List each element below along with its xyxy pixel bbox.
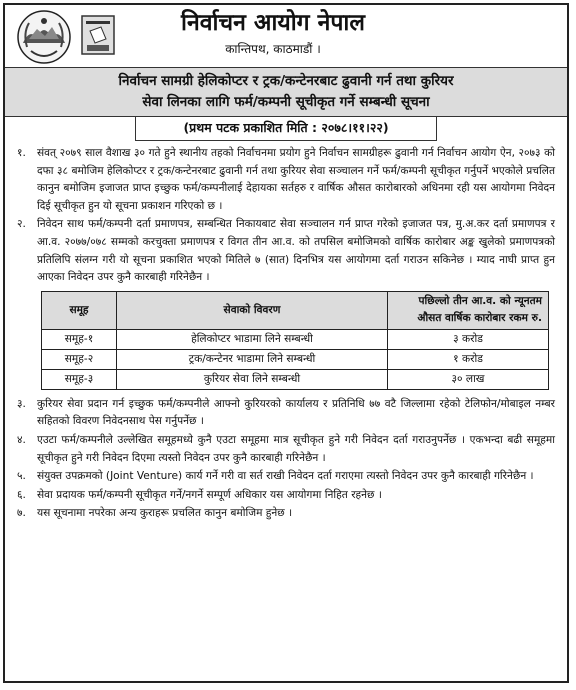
table-row <box>42 349 549 369</box>
paragraph-text: कुरियर सेवा प्रदान गर्न इच्छुक फर्म/कम्पनीले आफ्नो कुरियरको कार्यालय र प्रतिनिधि ७७ वटै जिल्लामा रहेको टेलिफोन/मोबाइल नम्बर सहितको विवरण निवेदनसाथ पेस गर्नुपर्नेछ । <box>37 397 555 428</box>
service-cell: हेलिकोप्टर भाडामा लिने सम्बन्धी <box>117 329 388 349</box>
paragraph-text: सेवा प्रदायक फर्म/कम्पनी सूचीकृत गर्ने/नगर्ने सम्पूर्ण अधिकार यस आयोगमा निहित रहनेछ । <box>37 488 382 501</box>
paragraph <box>17 396 555 431</box>
nepal-emblem-icon <box>15 9 73 65</box>
amount-cell: ३ करोड <box>388 329 549 349</box>
paragraph-text: यस सूचनामा नपरेका अन्य कुराहरू प्रचलित कानुन बमोजिम हुनेछ । <box>37 507 293 520</box>
publication-date: (प्रथम पटक प्रकाशित मिति : २०७८।११।२२) <box>135 117 437 141</box>
header-amount-line2: औसत वार्षिक कारोबार रकम रु. <box>417 312 542 325</box>
org-address: कान्तिपथ, काठमाडौं । <box>225 42 321 56</box>
paragraph-number: ६. <box>17 488 26 501</box>
header-amount-line1: पछिल्लो तीन आ.व. को न्यूनतम <box>418 295 542 308</box>
paragraph-text: निवेदन साथ फर्म/कम्पनी दर्ता प्रमाणपत्र, सम्बन्धित निकायबाट सेवा सञ्चालन गर्न प्राप्त गरेको इजाजत पत्र, मु.अ.कर दर्ता प्रमाणपत्र र आ.व. २०७७/०७८ सम्मको करचुक्ता प्रमाणपत्र र विगत तीन आ.व. को तपसिल बमोजिमको वार्षिक कारोबार अङ्क खुलेको प्रमाणपत्रको प्रतिलिपि संलग्न गरी यो सूचना प्रकाशित भएको मितिले ७ (सात) दिनभित्र यस आयोगमा दर्ता गराउन सकिनेछ । म्याद नाघी प्राप्त हुन आएका निवेदन उपर कुनै कारबाही गरिनेछैन । <box>37 218 555 284</box>
ballot-box-icon <box>81 15 115 55</box>
paragraph <box>17 216 555 286</box>
paragraph-number: १. <box>17 147 26 159</box>
paragraph <box>17 145 555 215</box>
paragraph-number: ४. <box>17 433 26 446</box>
header-amount <box>388 291 549 329</box>
header-service: सेवाको विवरण <box>117 291 388 329</box>
paragraph-text: एउटा फर्म/कम्पनीले उल्लेखित समूहमध्ये कुनै एउटा समूहमा मात्र सूचीकृत हुने गरी निवेदन दर्ता गराउनुपर्नेछ । एकभन्दा बढी समूहमा सूचीकृत हुने गरी निवेदन दिएमा त्यस्तो निवेदन उपर कुनै कारबाही गरिनेछैन । <box>37 433 555 464</box>
header <box>5 5 567 68</box>
header-group: समूह <box>42 291 117 329</box>
group-cell: समूह-१ <box>42 329 117 349</box>
amount-cell: १ करोड <box>388 349 549 369</box>
org-name: निर्वाचन आयोग नेपाल <box>181 10 365 36</box>
notice-title-line1: निर्वाचन सामग्री हेलिकोप्टर र ट्रक/कन्टेनरबाट ढुवानी गर्न तथा कुरियर <box>118 73 454 89</box>
paragraph-number: ७. <box>17 507 26 520</box>
group-cell: समूह-२ <box>42 349 117 369</box>
group-cell: समूह-३ <box>42 369 117 389</box>
table-header-row <box>42 291 549 329</box>
table-row <box>42 369 549 389</box>
amount-cell: ३० लाख <box>388 369 549 389</box>
paragraph <box>17 468 555 486</box>
service-cell: कुरियर सेवा लिने सम्बन्धी <box>117 369 388 389</box>
paragraph-number: ३. <box>17 397 26 410</box>
paragraph <box>17 432 555 467</box>
table-row <box>42 329 549 349</box>
paragraph <box>17 487 555 505</box>
notice-title <box>5 68 567 117</box>
notice-frame <box>3 3 569 683</box>
paragraph <box>17 505 555 523</box>
turnover-table <box>41 291 549 390</box>
notice-title-line2: सेवा लिनका लागि फर्म/कम्पनी सूचीकृत गर्ने सम्बन्धी सूचना <box>142 94 430 110</box>
paragraph-number: २. <box>17 218 26 231</box>
notice-body <box>5 141 567 523</box>
paragraph-text: संवत् २०७९ साल वैशाख ३० गते हुने स्थानीय तहको निर्वाचनमा प्रयोग हुने निर्वाचन सामग्रीहरू ढुवानी गर्न निर्वाचन आयोग ऐन, २०७३ को दफा ३८ बमोजिम हेलिकोप्टर र ट्रक/कन्टेनरबाट ढुवानी गर्न तथा कुरियर सेवा सञ्चालन गर्ने फर्म/कम्पनी सूचीकृत गर्नुपर्ने भएकोले प्रचलित कानुन बमोजिम इजाजत प्राप्त इच्छुक फर्म/कम्पनीलाई देहायका सर्तहरु र वार्षिक औसत कारोबारको अधिनमा रही यस आयोगमा निवेदन दिई सूचीकृत हुन यो सूचना प्रकाशन गरिएको छ । <box>37 147 555 212</box>
paragraph-text: संयुक्त उपक्रमको (Joint Venture) कार्य गर्ने गरी वा सर्त राखी निवेदन दर्ता गराएमा त्यस्तो निवेदन उपर कुनै कारबाही गरिनेछैन । <box>37 470 534 483</box>
service-cell: ट्रक/कन्टेनर भाडामा लिने सम्बन्धी <box>117 349 388 369</box>
paragraph-number: ५. <box>17 470 26 483</box>
